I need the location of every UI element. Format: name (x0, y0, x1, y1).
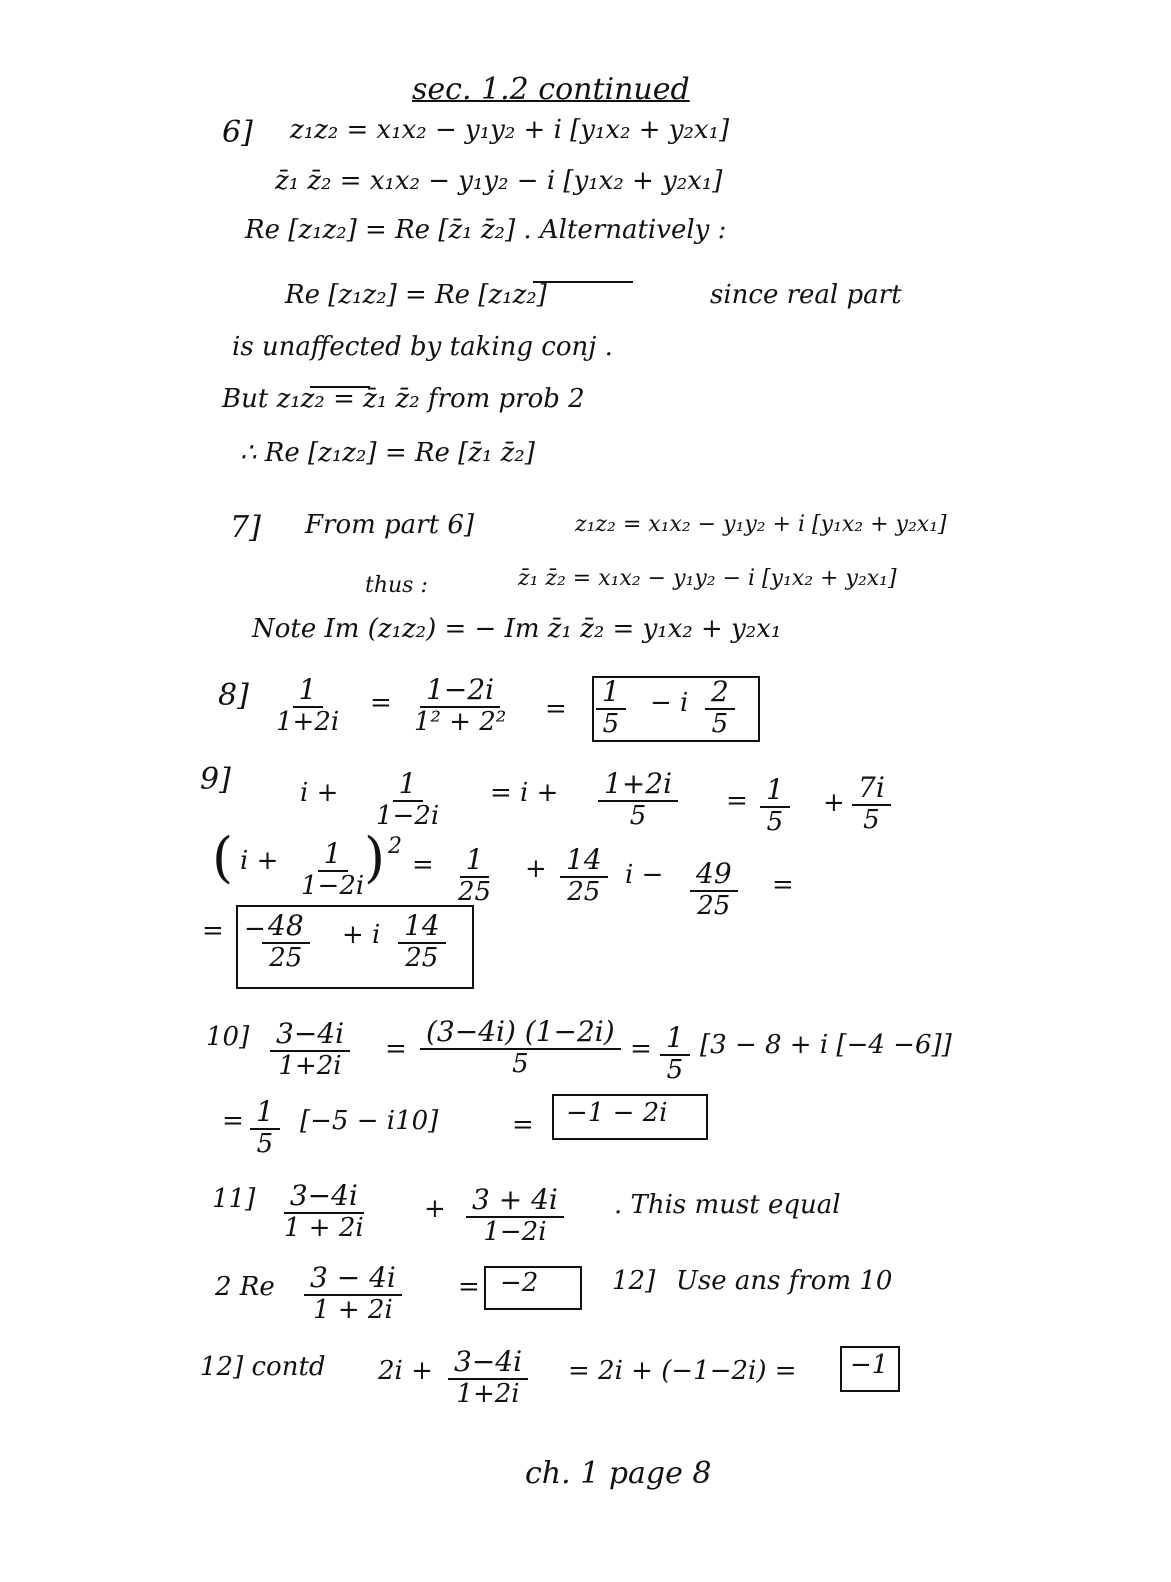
problem-6-label: 6] (222, 115, 253, 150)
problem-9-term: = i + (490, 778, 559, 808)
problem-9-term: i − (625, 860, 664, 890)
problem-9-term: i + (300, 778, 339, 808)
plus-sign: + (823, 788, 845, 818)
problem-9-fraction-4: $\frac{7i}{5}$ (852, 772, 891, 836)
problem-11-text: . This must equal (614, 1190, 841, 1220)
problem-9-fraction-5: $\frac{1}{25}$ (458, 843, 492, 908)
problem-9-fraction-2: $\frac{1+2i}{5}$ (598, 768, 678, 832)
problem-12-note: Use ans from 10 (676, 1266, 893, 1296)
conj-overbar (533, 281, 633, 283)
problem-9-fraction-1: $\frac{1}{1-2i}$ (376, 767, 440, 832)
page-footer: ch. 1 page 8 (525, 1456, 712, 1491)
problem-11-re: 2 Re (215, 1272, 275, 1302)
answer-8-operator: − i (650, 688, 689, 718)
answer-8-part-1: $\frac{1}{5}$ (596, 676, 626, 740)
answer-9-real: $\frac{48}{25}$ (262, 910, 310, 974)
problem-11-fraction-2: $\frac{3 + 4i}{1-2i}$ (466, 1184, 564, 1248)
problem-9-term: i + (240, 846, 279, 876)
conj-overbar-2 (310, 386, 370, 388)
equals-sign: = (726, 786, 748, 816)
equals-sign: = (772, 870, 794, 900)
answer-12: −1 (850, 1350, 889, 1380)
problem-7-label: 7] (230, 510, 261, 545)
problem-6-line-1: z₁z₂ = x₁x₂ − y₁y₂ + i [y₁x₂ + y₂x₁] (290, 115, 730, 145)
problem-10-bracket: [3 − 8 + i [−4 −6]] (700, 1030, 952, 1060)
problem-9-inner-fraction: $\frac{1}{1-2i}$ (301, 837, 365, 902)
problem-6-line-2: z̄₁ z̄₂ = x₁x₂ − y₁y₂ − i [y₁x₂ + y₂x₁] (275, 166, 723, 196)
exponent: 2 (388, 834, 402, 859)
problem-12-fraction: $\frac{3-4i}{1+2i}$ (448, 1346, 528, 1410)
problem-10-fraction-1: $\frac{3-4i}{1+2i}$ (270, 1018, 350, 1082)
problem-6-line-6: But z₁z₂ = z̄₁ z̄₂ from prob 2 (222, 384, 585, 414)
problem-10-fraction-4: $\frac{1}{5}$ (250, 1096, 280, 1160)
problem-7-line-1b: z₁z₂ = x₁x₂ − y₁y₂ + i [y₁x₂ + y₂x₁] (575, 512, 947, 537)
equals-sign: = (512, 1110, 534, 1140)
problem-6-line-4b: since real part (710, 280, 902, 310)
plus-sign: + (424, 1194, 446, 1224)
problem-12-term: 2i + (378, 1356, 433, 1386)
equals-sign: = (385, 1034, 407, 1064)
problem-8-label: 8] (218, 678, 249, 713)
problem-12-contd: 12] contd (200, 1352, 326, 1382)
plus-sign: + (525, 854, 547, 884)
problem-11-fraction-3: $\frac{3 - 4i}{1 + 2i}$ (304, 1262, 402, 1326)
problem-8-fraction-2: $\frac{1-2i}{\text{1² + 2²}}$ (414, 673, 507, 738)
answer-11: −2 (500, 1268, 539, 1298)
problem-11-label: 11] (212, 1184, 256, 1214)
problem-11-fraction-1: $\frac{3-4i}{1 + 2i}$ (284, 1179, 364, 1244)
problem-6-line-3: Re [z₁z₂] = Re [z̄₁ z̄₂] . Alternatively : (245, 215, 727, 245)
problem-7-line-1a: From part 6] (305, 510, 475, 540)
problem-12-label: 12] (612, 1266, 656, 1296)
problem-9-fraction-6: $\frac{14}{25}$ (560, 844, 608, 908)
equals-sign: = (370, 688, 392, 718)
problem-8-fraction-1: $\frac{1}{1+2i}$ (276, 673, 340, 738)
problem-12-result: = 2i + (−1−2i) = (568, 1356, 797, 1386)
problem-10-fraction-3: $\frac{1}{5}$ (660, 1022, 690, 1086)
minus-sign: − (244, 914, 266, 944)
equals-sign: = (545, 694, 567, 724)
problem-6-line-5: is unaffected by taking conj . (232, 332, 613, 362)
equals-sign: = (412, 850, 434, 880)
answer-10: −1 − 2i (566, 1098, 668, 1128)
close-paren: ) (364, 826, 386, 889)
equals-sign: = (222, 1106, 244, 1136)
problem-10-fraction-2: $\frac{(3-4i) (1-2i)}{5}$ (420, 1016, 621, 1080)
imaginary-unit: + i (342, 920, 381, 950)
problem-7-line-3: Note Im (z₁z₂) = − Im z̄₁ z̄₂ = y₁x₂ + y₂x₁ (252, 614, 782, 644)
open-paren: ( (212, 826, 234, 889)
problem-6-line-4: Re [z₁z₂] = Re [z₁z₂] (285, 280, 547, 310)
problem-6-line-7: ∴ Re [z₁z₂] = Re [z̄₁ z̄₂] (240, 438, 535, 468)
equals-sign: = (630, 1034, 652, 1064)
equals-sign: = (458, 1272, 480, 1302)
problem-7-line-2: z̄₁ z̄₂ = x₁x₂ − y₁y₂ − i [y₁x₂ + y₂x₁] (518, 566, 897, 591)
problem-10-bracket-2: [−5 − i10] (300, 1106, 439, 1136)
problem-9-fraction-7: $\frac{49}{25}$ (690, 858, 738, 922)
problem-10-label: 10] (206, 1022, 250, 1052)
problem-9-label: 9] (200, 762, 231, 797)
answer-9-imag: $\frac{14}{25}$ (398, 910, 446, 974)
answer-8-part-2: $\frac{2}{5}$ (705, 676, 735, 740)
problem-7-thus: thus : (365, 573, 428, 598)
section-title: sec. 1.2 continued (412, 72, 690, 107)
equals-sign: = (202, 916, 224, 946)
problem-9-fraction-3: $\frac{1}{5}$ (760, 774, 790, 838)
